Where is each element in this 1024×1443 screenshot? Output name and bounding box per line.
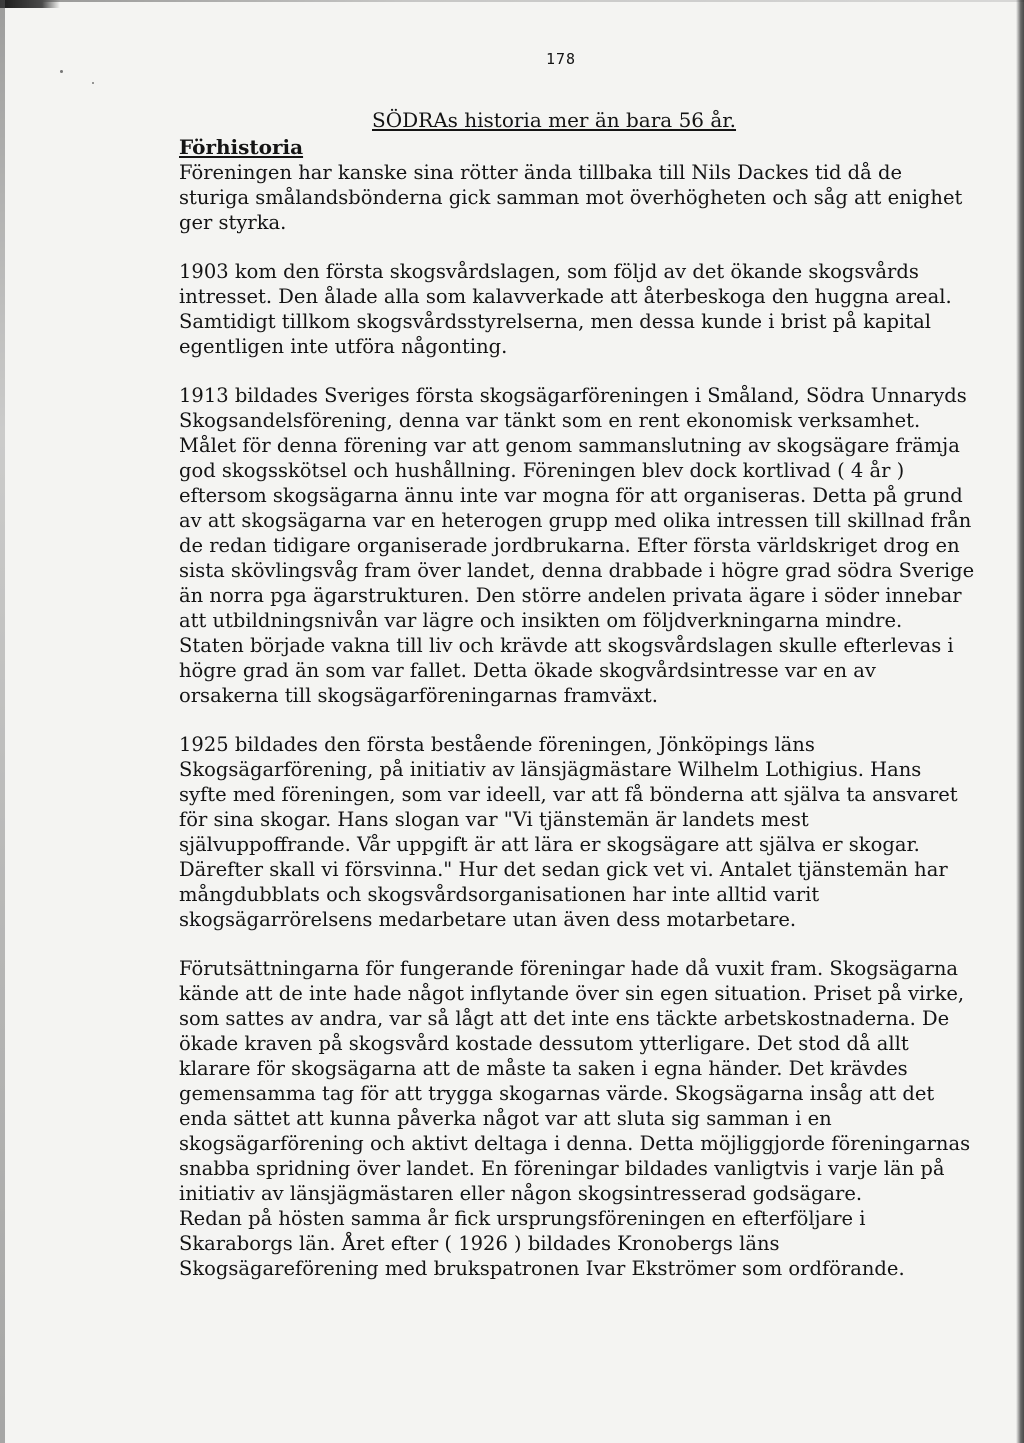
text-line: 1913 bildades Sveriges första skogsägarföreningen i Småland, Södra Unnaryds	[179, 384, 967, 407]
page-title: SÖDRAs historia mer än bara 56 år.	[372, 108, 737, 132]
text-line: självuppoffrande. Vår uppgift är att lära er skogsägare att själva er skogar.	[179, 833, 920, 856]
text-line: än norra pga ägarstrukturen. Den större andelen privata ägare i söder innebar	[179, 584, 962, 607]
text-line: av att skogsägarna var en heterogen grupp med olika intressen till skillnad från	[179, 509, 972, 532]
text-line: orsakerna till skogsägarföreningarnas framväxt.	[179, 684, 658, 707]
scan-corner-mark	[0, 0, 60, 8]
text-line: egentligen inte utföra någonting.	[179, 335, 508, 358]
paragraph	[179, 732, 979, 932]
scan-right-edge	[1016, 0, 1024, 1443]
text-line: skogsägarförening och aktivt deltaga i denna. Detta möjliggjorde föreningarnas	[179, 1132, 971, 1155]
text-line: som sattes av andra, var så lågt att det inte ens täckte arbetskostnaderna. De	[179, 1007, 950, 1030]
text-line: för sina skogar. Hans slogan var "Vi tjänstemän är landets mest	[179, 808, 809, 831]
text-line: gemensamma tag för att trygga skogarnas värde. Skogsägarna insåg att det	[179, 1082, 935, 1105]
text-line: Skaraborgs län. Året efter ( 1926 ) bildades Kronobergs läns	[179, 1232, 780, 1255]
text-line: 1903 kom den första skogsvårdslagen, som följd av det ökande skogsvårds	[179, 260, 919, 283]
text-line: snabba spridning över landet. En föreningar bildades vanligtvis i varje län på	[179, 1157, 945, 1180]
text-line: att utbildningsnivån var lägre och insikten om följdverkningarna mindre.	[179, 609, 903, 632]
text-line: ökade kraven på skogsvård kostade dessutom ytterligare. Det stod då allt	[179, 1032, 909, 1055]
scan-left-edge	[0, 0, 5, 1443]
text-line: syfte med föreningen, som var ideell, var att få bönderna att själva ta ansvaret	[179, 783, 958, 806]
text-line: Samtidigt tillkom skogsvårdsstyrelserna, men dessa kunde i brist på kapital	[179, 310, 931, 333]
text-line: 1925 bildades den första bestående föreningen, Jönköpings läns	[179, 733, 815, 756]
text-line: Därefter skall vi försvinna." Hur det sedan gick vet vi. Antalet tjänstemän har	[179, 858, 948, 881]
section-heading: Förhistoria	[179, 135, 304, 159]
scan-speck	[92, 82, 94, 84]
text-line: Skogsägarförening, på initiativ av länsjägmästare Wilhelm Lothigius. Hans	[179, 758, 922, 781]
text-line: mångdubblats och skogsvårdsorganisationen har inte alltid varit	[179, 883, 820, 906]
text-line: Redan på hösten samma år fick ursprungsföreningen en efterföljare i	[179, 1207, 866, 1230]
paragraph	[179, 383, 979, 708]
text-line: god skogsskötsel och hushållning. Föreningen blev dock kortlivad ( 4 år )	[179, 459, 905, 482]
text-line: ger styrka.	[179, 211, 287, 234]
scan-speck	[60, 70, 63, 73]
text-line: Staten började vakna till liv och krävde att skogsvårdslagen skulle efterlevas i	[179, 634, 954, 657]
text-line: sturiga smålandsbönderna gick samman mot överhögheten och såg att enighet	[179, 186, 963, 209]
text-line: Föreningen har kanske sina rötter ända tillbaka till Nils Dackes tid då de	[179, 161, 902, 184]
paragraph	[179, 160, 979, 235]
text-line: Skogsägareförening med brukspatronen Ivar Ekströmer som ordförande.	[179, 1257, 905, 1280]
paragraph	[179, 956, 979, 1281]
body-text	[179, 160, 979, 1305]
text-line: sista skövlingsvåg fram över landet, denna drabbade i högre grad södra Sverige	[179, 559, 975, 582]
text-line: skogsägarrörelsens medarbetare utan även dess motarbetare.	[179, 908, 797, 931]
scan-top-edge	[0, 0, 1024, 2]
text-line: initiativ av länsjägmästaren eller någon skogsintresserad godsägare.	[179, 1182, 863, 1205]
text-line: enda sättet att kunna påverka något var att sluta sig samman i en	[179, 1107, 832, 1130]
text-line: Skogsandelsförening, denna var tänkt som en rent ekonomisk verksamhet.	[179, 409, 921, 432]
text-line: kände att de inte hade något inflytande över sin egen situation. Priset på virke,	[179, 982, 965, 1005]
text-line: Målet för denna förening var att genom sammanslutning av skogsägare främja	[179, 434, 960, 457]
text-line: klarare för skogsägarna att de måste ta saken i egna händer. Det krävdes	[179, 1057, 908, 1080]
text-line: högre grad än som var fallet. Detta ökade skogvårdsintresse var en av	[179, 659, 876, 682]
page-number: 178	[546, 50, 577, 68]
text-line: eftersom skogsägarna ännu inte var mogna för att organiseras. Detta på grund	[179, 484, 963, 507]
paragraph	[179, 259, 979, 359]
text-line: intresset. Den ålade alla som kalavverkade att återbeskoga den huggna areal.	[179, 285, 952, 308]
text-line: Förutsättningarna för fungerande föreningar hade då vuxit fram. Skogsägarna	[179, 957, 959, 980]
text-line: de redan tidigare organiserade jordbrukarna. Efter första världskriget drog en	[179, 534, 960, 557]
